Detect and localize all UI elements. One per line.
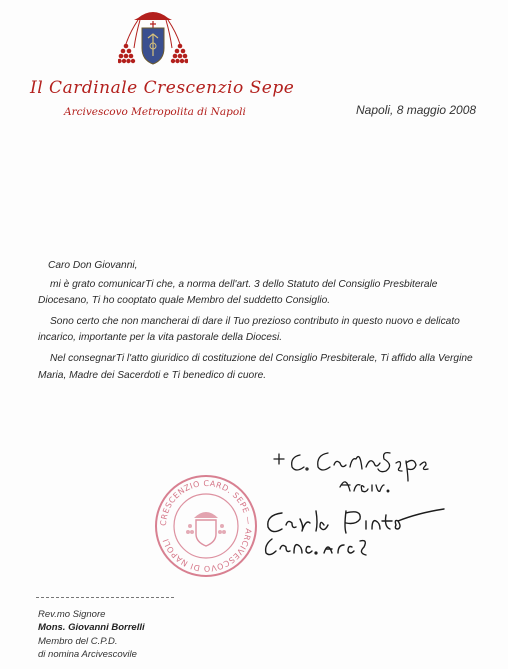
- letter-body: [38, 258, 476, 388]
- recipient-name: Mons. Giovanni Borrelli: [38, 622, 145, 634]
- letterhead-name: Il Cardinale Crescenzio Sepe: [30, 78, 295, 98]
- cardinal-signature: [270, 447, 440, 511]
- coat-of-arms-icon: [118, 4, 188, 68]
- recipient-block: [38, 608, 145, 661]
- archdiocese-seal-stamp: [150, 470, 262, 582]
- letterhead-title: Arcivescovo Metropolita di Napoli: [64, 106, 246, 118]
- salutation: Caro Don Giovanni,: [48, 260, 138, 271]
- recipient-role: Membro del C.P.D.: [38, 635, 118, 647]
- letter-paragraph: Sono certo che non mancherai di dare il Tuo prezioso contributo in questo nuovo e delicato incarico, importante per la vita pastorale della Diocesi.: [38, 315, 460, 344]
- recipient-divider: [36, 597, 174, 598]
- letter-paragraph: mi è grato comunicarTi che, a norma dell'art. 3 dello Statuto del Consiglio Presbiterale Diocesano, Ti ho cooptato quale Membro del suddetto Consiglio.: [38, 278, 438, 307]
- secretary-signature: [258, 505, 458, 565]
- recipient-salutation: Rev.mo Signore: [38, 609, 106, 620]
- place-date: Napoli, 8 maggio 2008: [356, 103, 477, 117]
- svg-text:CRESCENZIO CARD. SEPE — ARCIVE: CRESCENZIO CARD. SEPE — ARCIVESCOVO DI NAPOLI: [158, 478, 254, 574]
- recipient-appointment: di nomina Arcivescovile: [38, 648, 137, 660]
- letter-paragraph: Nel consegnarTi l'atto giuridico di costituzione del Consiglio Presbiterale, Ti affido alla Vergine Maria, Madre dei Sacerdoti e Ti benedico di cuore.: [38, 352, 473, 381]
